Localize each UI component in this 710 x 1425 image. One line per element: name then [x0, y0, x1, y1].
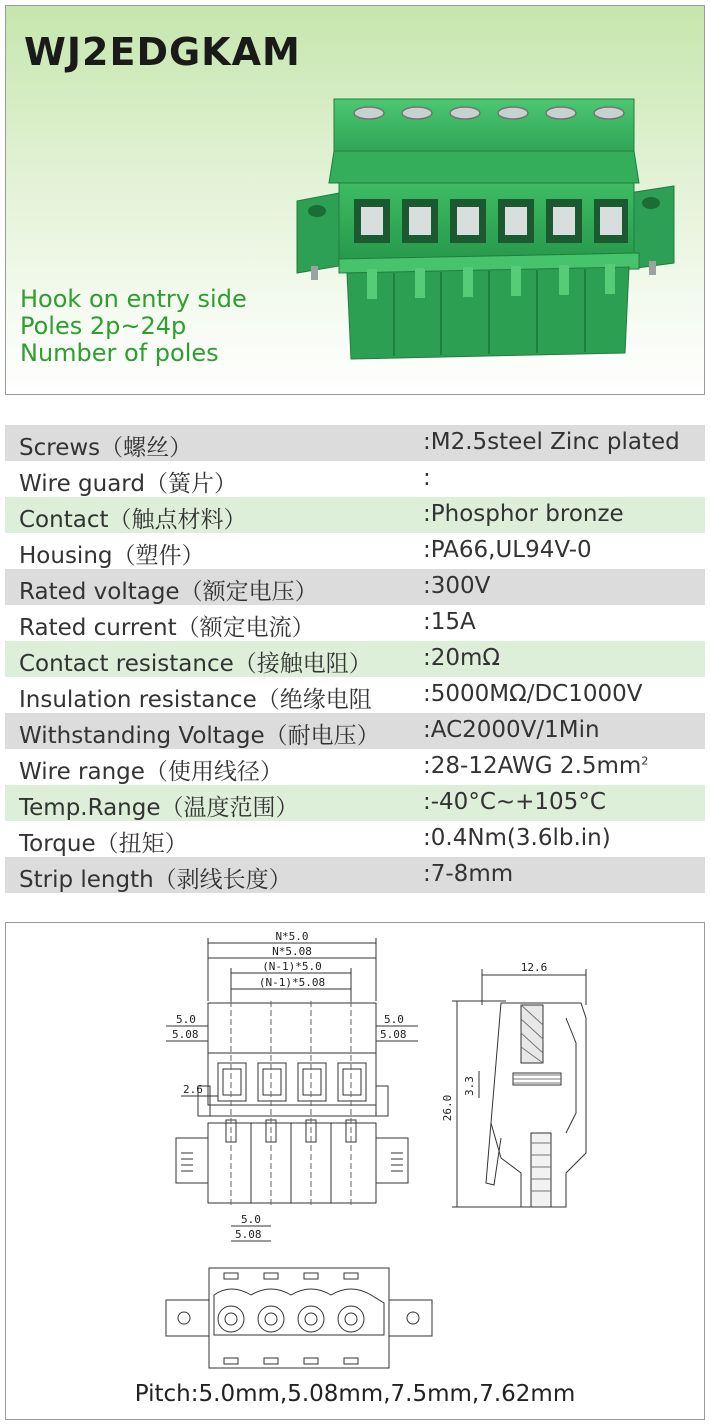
spec-row-rated-voltage — [5, 569, 705, 605]
dim-n508: N*5.08 — [272, 945, 312, 958]
spec-row-strip-length — [5, 857, 705, 893]
spec-label: Rated voltage（额定电压） — [19, 579, 318, 605]
spec-table — [5, 425, 705, 893]
spec-label: Housing（塑件） — [19, 543, 205, 569]
superscript: 2 — [641, 754, 649, 768]
spec-value: :Phosphor bronze — [423, 501, 624, 527]
spec-value: :M2.5steel Zinc plated — [423, 429, 680, 455]
feature-list — [20, 286, 247, 367]
product-hero — [5, 5, 705, 395]
spec-row-insulation-resistance — [5, 677, 705, 713]
side-view — [441, 961, 586, 1207]
spec-label: Contact（触点材料） — [19, 507, 247, 533]
model-title: WJ2EDGKAM — [24, 30, 301, 74]
feature-poles: Poles 2p~24p — [20, 312, 187, 340]
dim-right-50: 5.0 — [384, 1013, 404, 1026]
spec-value: :15A — [423, 609, 476, 635]
dim-260: 26.0 — [441, 1094, 454, 1122]
spec-value: :20mΩ — [423, 645, 500, 671]
spec-row-torque — [5, 821, 705, 857]
dim-left-50: 5.0 — [176, 1013, 196, 1026]
spec-value: :AC2000V/1Min — [423, 717, 600, 743]
spec-value-text: :28-12AWG 2.5mm — [423, 753, 642, 779]
spec-value: :300V — [423, 573, 491, 599]
dim-26: 2.6 — [183, 1083, 203, 1096]
spec-row-withstanding-voltage — [5, 713, 705, 749]
dim-33: 3.3 — [463, 1076, 476, 1096]
spec-label: Contact resistance（接触电阻） — [19, 651, 372, 677]
spec-value: : — [423, 465, 431, 491]
spec-value: :0.4Nm(3.6lb.in) — [423, 825, 611, 851]
front-view — [166, 930, 418, 1241]
dimension-drawing — [6, 923, 704, 1419]
spec-label: Wire range（使用线径） — [19, 759, 283, 785]
dim-right-508: 5.08 — [380, 1028, 407, 1041]
spec-label: Strip length（剥线长度） — [19, 867, 292, 893]
spec-value — [423, 753, 648, 779]
spec-label: Temp.Range（温度范围） — [19, 795, 299, 821]
spec-row-screws — [5, 425, 705, 461]
feature-hook: Hook on entry side — [20, 285, 247, 313]
spec-row-wire-range — [5, 749, 705, 785]
dim-bottom-50: 5.0 — [241, 1213, 261, 1226]
dim-n1-50: (N-1)*5.0 — [262, 960, 322, 973]
spec-row-wire-guard — [5, 461, 705, 497]
spec-label: Torque（扭矩） — [19, 831, 188, 857]
spec-value: :7-8mm — [423, 861, 514, 887]
spec-row-rated-current — [5, 605, 705, 641]
spec-row-housing — [5, 533, 705, 569]
dim-bottom-508: 5.08 — [235, 1228, 262, 1241]
spec-label: Wire guard（簧片） — [19, 471, 237, 497]
spec-value: :PA66,UL94V-0 — [423, 537, 592, 563]
dim-n50: N*5.0 — [275, 930, 309, 943]
spec-row-contact-resistance — [5, 641, 705, 677]
dim-n1-508: (N-1)*5.08 — [258, 976, 326, 989]
pitch-caption: Pitch:5.0mm,5.08mm,7.5mm,7.62mm — [134, 1381, 576, 1407]
bottom-view — [166, 1268, 432, 1368]
spec-value: :-40°C~+105°C — [423, 789, 606, 815]
spec-row-temp-range — [5, 785, 705, 821]
terminal-block-photo — [289, 91, 689, 366]
spec-value: :5000MΩ/DC1000V — [423, 681, 643, 707]
feature-number: Number of poles — [20, 339, 219, 367]
spec-label: Screws（螺丝） — [19, 435, 193, 461]
dim-126: 12.6 — [520, 961, 548, 974]
spec-label: Rated current（额定电流） — [19, 615, 315, 641]
spec-label: Withstanding Voltage（耐电压） — [19, 723, 380, 749]
technical-drawing — [5, 922, 705, 1420]
spec-row-contact — [5, 497, 705, 533]
dim-left-508: 5.08 — [172, 1028, 199, 1041]
spec-label: Insulation resistance（绝缘电阻 — [19, 687, 372, 713]
